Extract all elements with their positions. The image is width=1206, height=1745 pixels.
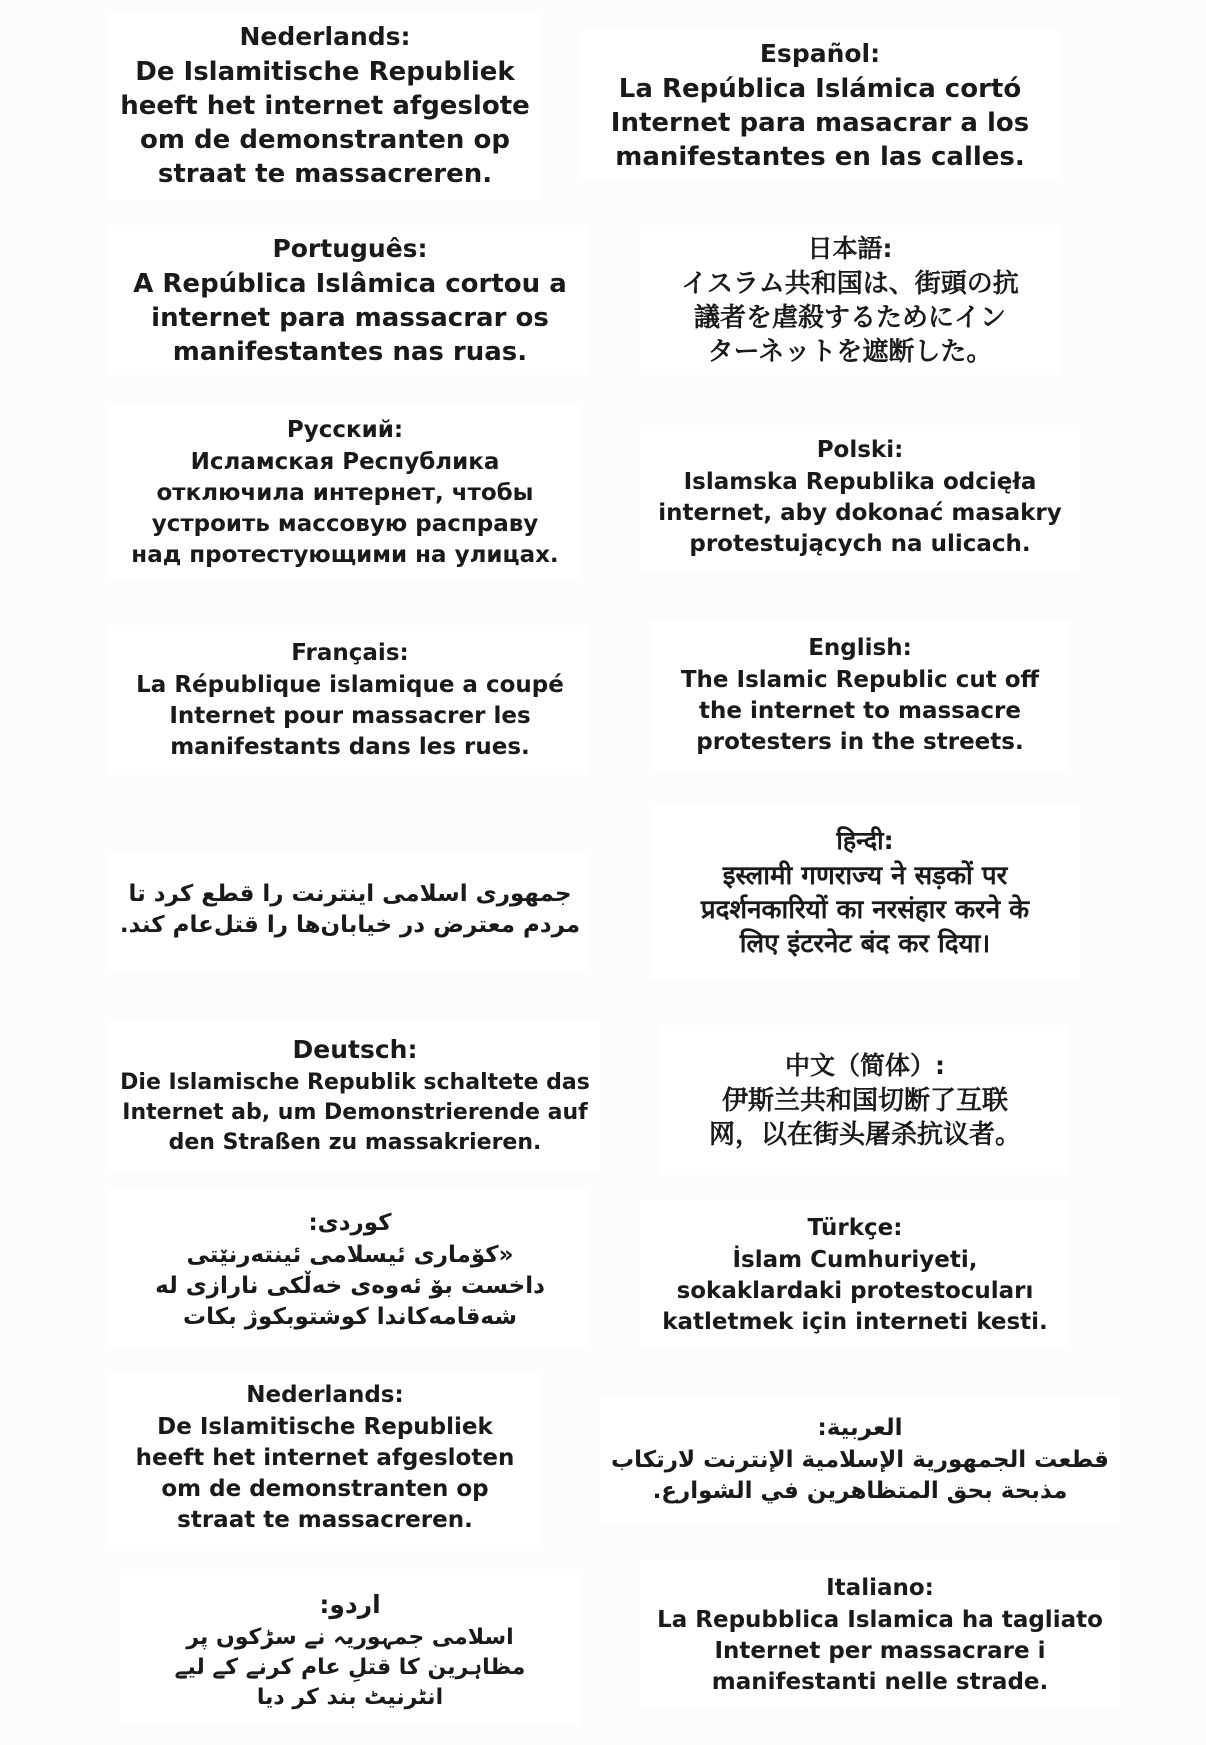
language-label: Français: [291,639,409,666]
translation-text: «کۆماری ئیسلامی ئینتەرنێتی داخست بۆ ئەوەی خەڵکی نارازی لە شەقامەکاندا کوشتوبکوژ بکات [155,1241,545,1330]
language-label: Português: [272,233,428,263]
card-russian [110,405,580,580]
card-nederlands-1 [110,10,540,200]
translation-text: Die Islamische Republik schaltete das Internet ab, um Demonstrierende auf den Straßen zu massakrieren. [120,1069,590,1155]
translation-text: 伊斯兰共和国切断了互联 网，以在街头屠杀抗议者。 [708,1085,1021,1150]
card-italiano [640,1560,1120,1710]
card-nederlands-2 [110,1370,540,1545]
translation-text: La Repubblica Islamica ha tagliato Internet per massacrare i manifestanti nelle strade. [657,1606,1103,1695]
card-urdu [120,1575,580,1725]
language-label: Italiano: [826,1574,934,1601]
translation-text: İslam Cumhuriyeti, sokaklardaki protestocuları katletmek için interneti kesti. [662,1246,1048,1335]
translation-text: इस्लामी गणराज्य ने सड़कों पर प्रदर्शनकारियों का नरसंहार करने के लिए इंटरनेट बंद कर दिया। [700,861,1030,959]
translation-text: La República Islámica cortó Internet para masacrar a los manifestantes en las calles. [610,73,1030,172]
translation-text: The Islamic Republic cut off the internet to massacre protesters in the streets. [680,666,1040,755]
language-label: Türkçe: [807,1214,903,1241]
language-label: English: [808,634,912,661]
card-chinese-simplified [660,1025,1070,1175]
language-label: Deutsch: [292,1034,418,1064]
card-polski [640,425,1080,570]
translation-text: イスラム共和国は、街頭の抗 議者を虐殺するためにイン ターネットを遮断した。 [681,268,1019,367]
card-turkce [640,1200,1070,1350]
language-label: اردو: [319,1589,381,1619]
card-deutsch [110,1020,600,1170]
card-japanese [640,225,1060,375]
language-label: 中文（简体）: [785,1050,945,1080]
translation-text: Исламская Республика отключила интернет, чтобы устроить массовую расправу над протестующими на улицах. [131,448,559,568]
card-espanol [580,30,1060,180]
card-english [650,620,1070,770]
translation-text: De Islamitische Republiek heeft het internet afgeslote om de demonstranten op straat te massacreren. [120,56,530,189]
language-label: العربية: [817,1415,903,1441]
card-arabic [600,1395,1120,1525]
translation-text: اسلامی جمہوریہ نے سڑکوں پر مظاہرین کا قتلِ عام کرنے کے لیے انٹرنیٹ بند کر دیا [174,1624,526,1710]
translation-text: A República Islâmica cortou a internet para massacrar os manifestantes nas ruas. [133,268,567,367]
translation-text: قطعت الجمهورية الإسلامية الإنترنت لارتكاب مذبحة بحق المتظاهرين في الشوارع. [611,1447,1109,1504]
card-hindi [650,805,1080,980]
translation-text: جمهوری اسلامی اینترنت را قطع کرد تا مردم معترض در خیابان‌ها را قتل‌عام کند. [119,881,581,938]
language-label: کوردی: [308,1209,392,1236]
card-kurdish [110,1190,590,1350]
language-label: Nederlands: [246,1381,404,1408]
card-portugues [110,225,590,375]
translation-text: La République islamique a coupé Internet pour massacrer les manifestants dans les rues. [136,671,564,760]
language-label: Español: [759,38,881,68]
language-label: Русский: [286,416,404,443]
translation-text: De Islamitische Republiek heeft het internet afgesloten om de demonstranten op straat te massacreren. [135,1413,515,1533]
card-persian [110,850,590,970]
language-label: Nederlands: [239,21,411,51]
translation-text: Islamska Republika odcięła internet, aby dokonać masakry protestujących na ulicach. [658,469,1062,557]
language-label: Polski: [816,437,904,463]
language-label: 日本語: [807,233,893,263]
card-francais [110,625,590,775]
language-label: हिन्दी: [836,826,894,855]
